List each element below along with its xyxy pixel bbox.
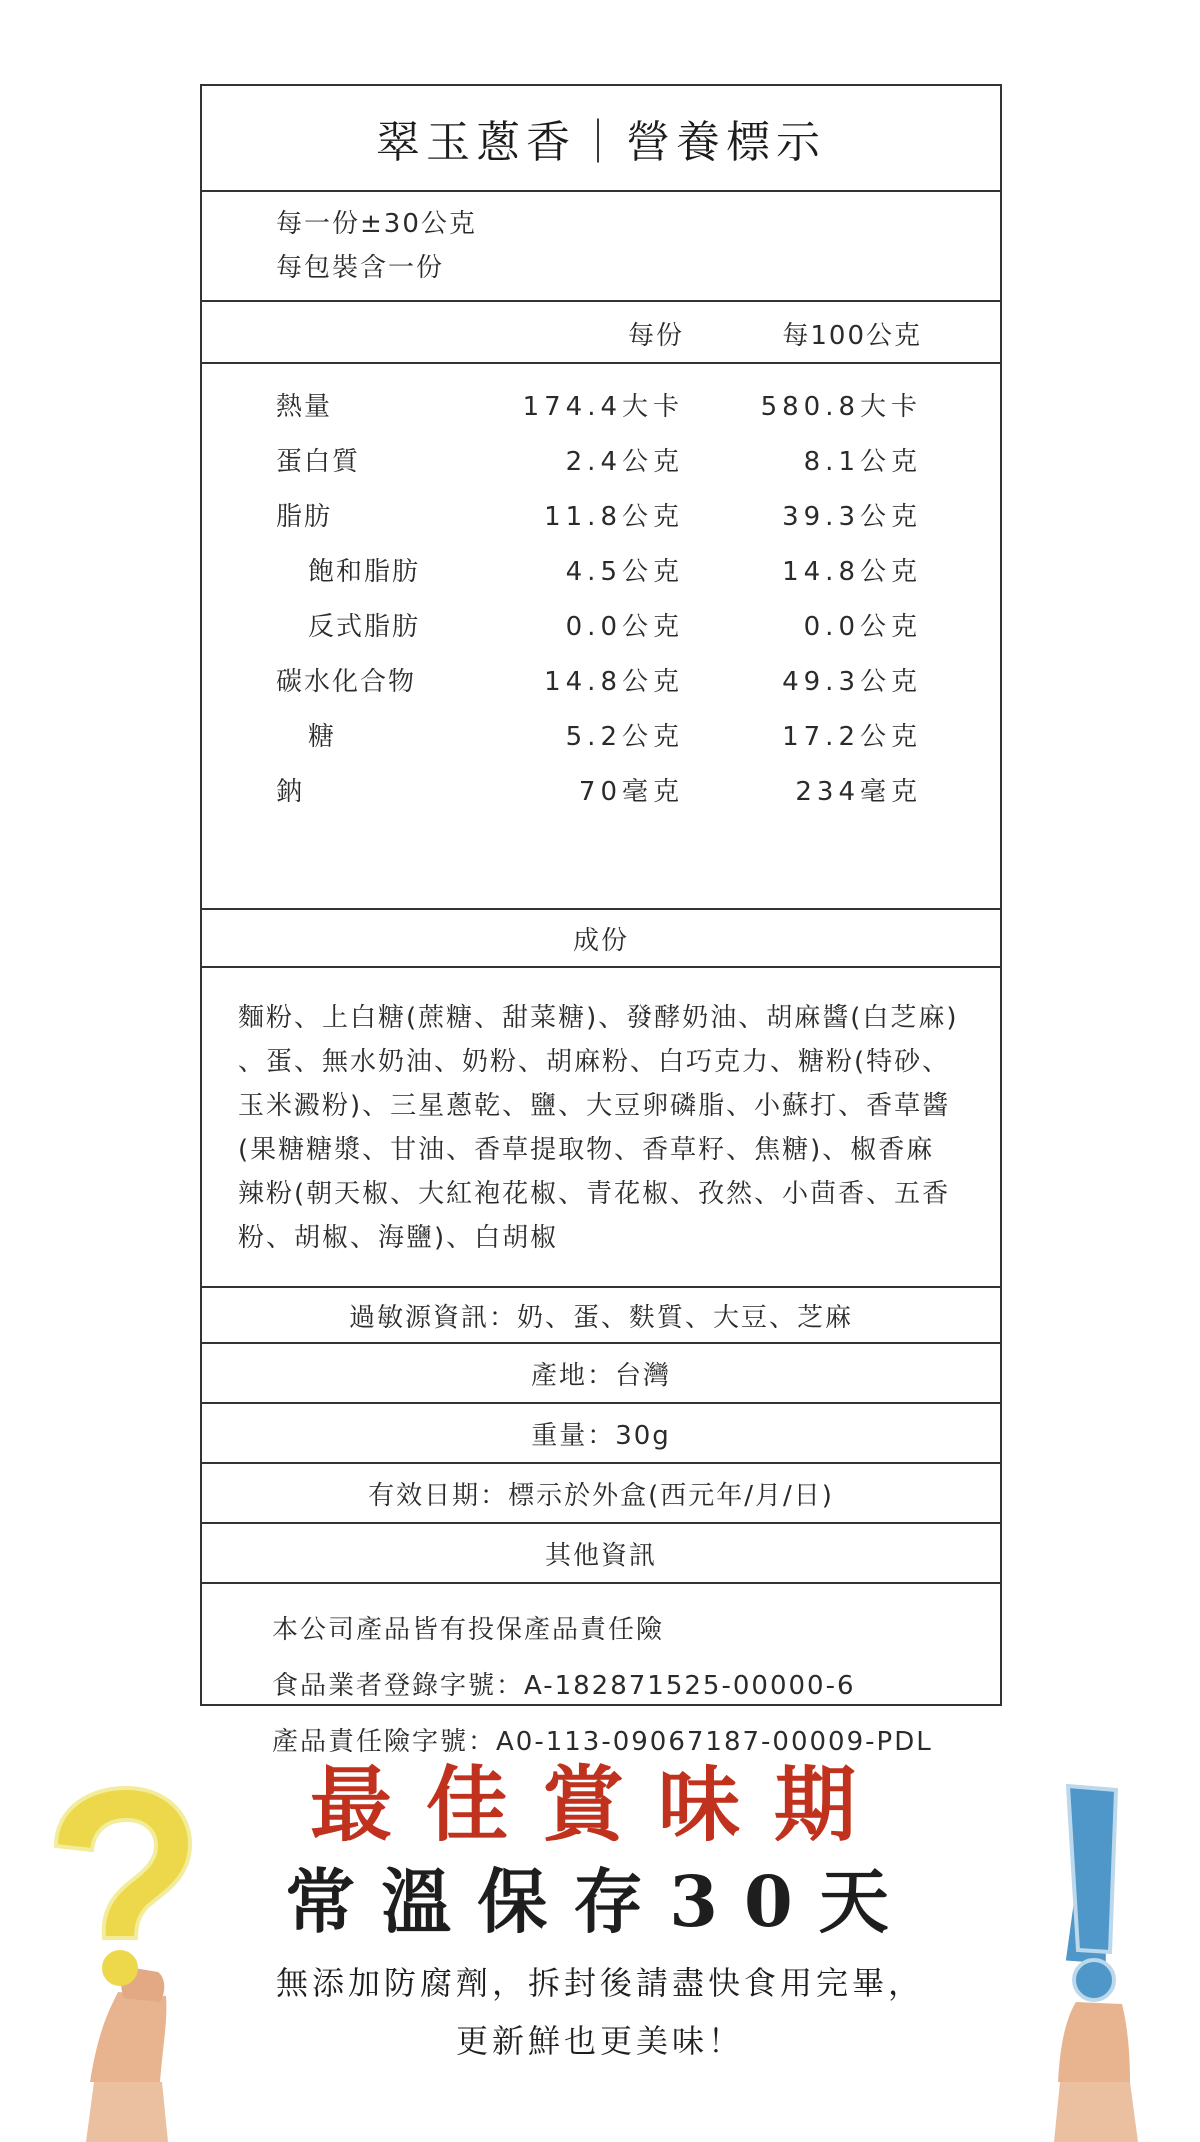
nutrient-per-100g: 8.1公克: [803, 447, 922, 477]
nutrient-name: 熱量: [276, 392, 333, 422]
nutrient-name: 脂肪: [276, 502, 333, 532]
ingredients-line: (果糖糖漿、甘油、香草提取物、香草籽、焦糖)、椒香麻: [238, 1135, 935, 1165]
expiry-info: 有效日期：標示於外盒(西元年/月/日): [368, 1480, 834, 1511]
nutrient-per-serving: 11.8公克: [544, 502, 684, 532]
other-info-line: 食品業者登錄字號：A-182871525-00000-6: [272, 1671, 856, 1701]
nutrient-row: [202, 661, 1000, 701]
label-title: 翠玉蔥香｜營養標示: [376, 117, 826, 168]
ingredients-line: 麵粉、上白糖(蔗糖、甜菜糖)、發酵奶油、胡麻醬(白芝麻): [238, 1003, 959, 1033]
nutrient-row: [202, 551, 1000, 591]
nutrient-name: 蛋白質: [276, 447, 361, 477]
nutrient-row: [202, 716, 1000, 756]
origin-info: 產地：台灣: [530, 1360, 671, 1391]
other-info-header: 其他資訊: [544, 1540, 657, 1571]
ingredients-header: 成份: [572, 925, 629, 956]
nutrition-label: [200, 84, 1002, 1757]
nutrient-per-serving: 2.4公克: [565, 447, 684, 477]
serving-info: [202, 192, 1000, 300]
ingredients-line: 、蛋、無水奶油、奶粉、胡麻粉、白巧克力、糖粉(特砂、: [238, 1047, 951, 1077]
nutrient-per-100g: 39.3公克: [782, 502, 922, 532]
ingredients-line: 玉米澱粉)、三星蔥乾、鹽、大豆卵磷脂、小蘇打、香草醬: [238, 1091, 951, 1121]
nutrient-table: [202, 364, 1000, 908]
other-info-line: 產品責任險字號：A0-113-09067187-00009-PDL: [272, 1727, 933, 1757]
nutrient-row: [202, 771, 1000, 811]
shelf-life-subheadline: 常溫保存30天: [285, 1860, 915, 1943]
nutrient-per-serving: 174.4大卡: [522, 392, 684, 422]
nutrient-per-100g: 49.3公克: [782, 667, 922, 697]
other-info: [202, 1584, 1000, 1757]
nutrient-row: [202, 496, 1000, 536]
freshness-note-line: 無添加防腐劑，拆封後請盡快食用完畢，: [275, 1964, 924, 2002]
servings-per-pack: 每包裝含一份: [276, 253, 445, 283]
nutrient-per-100g: 580.8大卡: [760, 392, 922, 422]
allergen-info: 過敏源資訊：奶、蛋、麩質、大豆、芝麻: [348, 1302, 853, 1333]
ingredients-text: [202, 966, 1000, 1286]
nutrient-name: 糖: [308, 722, 337, 752]
nutrient-name: 飽和脂肪: [308, 557, 421, 587]
ingredients-line: 辣粉(朝天椒、大紅袍花椒、青花椒、孜然、小茴香、五香: [238, 1179, 951, 1209]
nutrient-per-serving: 0.0公克: [565, 612, 684, 642]
nutrient-row: [202, 606, 1000, 646]
question-mark-sign-icon: [38, 1782, 198, 2142]
nutrient-per-serving: 14.8公克: [544, 667, 684, 697]
nutrient-name: 鈉: [276, 777, 305, 807]
nutrient-per-100g: 0.0公克: [803, 612, 922, 642]
nutrient-per-100g: 14.8公克: [782, 557, 922, 587]
nutrient-name: 碳水化合物: [276, 667, 417, 697]
serving-size: 每一份±30公克: [276, 209, 477, 239]
nutrient-row: [202, 441, 1000, 481]
exclamation-mark-sign-icon: [1030, 1782, 1160, 2142]
nutrient-name: 反式脂肪: [308, 612, 421, 642]
other-info-line: 本公司產品皆有投保產品責任險: [272, 1615, 665, 1645]
nutrient-per-serving: 4.5公克: [565, 557, 684, 587]
nutrient-per-serving: 70毫克: [578, 777, 684, 807]
nutrient-row: [202, 386, 1000, 426]
nutrient-per-100g: 234毫克: [795, 777, 922, 807]
nutrient-per-100g: 17.2公克: [782, 722, 922, 752]
ingredients-line: 粉、胡椒、海鹽)、白胡椒: [238, 1223, 559, 1253]
nutrient-per-serving: 5.2公克: [565, 722, 684, 752]
weight-info: 重量：30g: [531, 1420, 671, 1451]
best-before-headline: 最佳賞味期: [309, 1757, 890, 1853]
per-100g-header: 每100公克: [782, 321, 922, 351]
column-headers: [202, 302, 1000, 362]
freshness-note-line: 更新鮮也更美味！: [455, 2022, 744, 2060]
per-serving-header: 每份: [627, 321, 684, 351]
